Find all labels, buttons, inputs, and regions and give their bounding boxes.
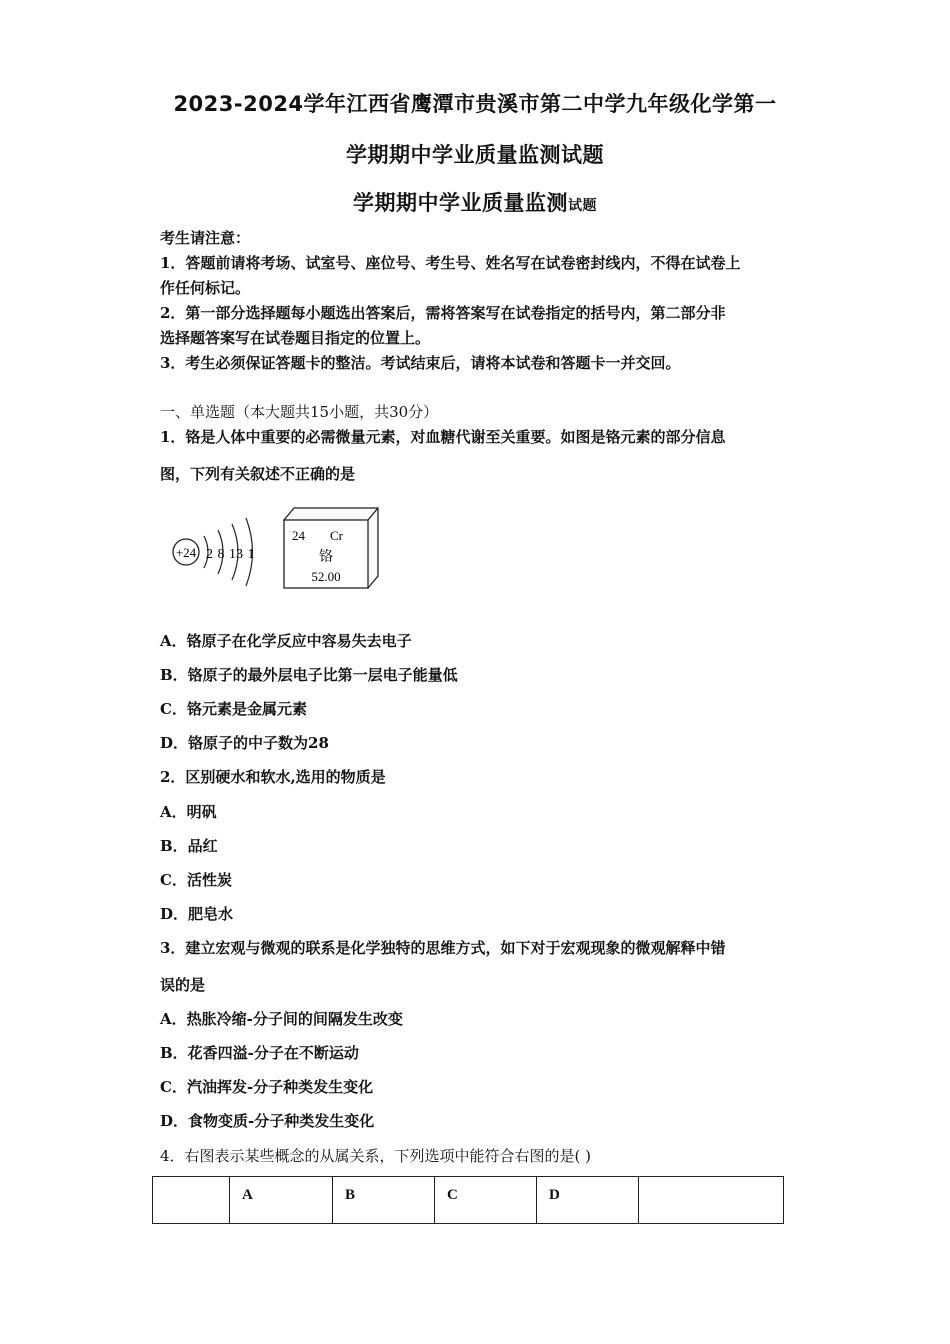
atom-structure-diagram bbox=[173, 518, 255, 586]
q1-stem-line2: 图，下列有关叙述不正确的是 bbox=[160, 465, 356, 483]
q2-option-d[interactable]: D．肥皂水 bbox=[160, 905, 234, 923]
notice-item1-line1: 1．答题前请将考场、试室号、座位号、考生号、姓名写在试卷密封线内，不得在试卷上 bbox=[160, 254, 741, 272]
chromium-figure bbox=[160, 506, 400, 598]
element-name: 铬 bbox=[319, 549, 333, 565]
q1-option-c[interactable]: C．铬元素是金属元素 bbox=[160, 700, 307, 718]
q1-option-a[interactable]: A．铬原子在化学反应中容易失去电子 bbox=[160, 632, 412, 650]
q1-option-d[interactable]: D．铬原子的中子数为28 bbox=[160, 734, 329, 752]
table-row bbox=[153, 1177, 784, 1224]
table-header-d: D bbox=[537, 1177, 639, 1224]
shell-electron-counts: 2 8 13 1 bbox=[206, 547, 255, 562]
q3-stem-line1: 3．建立宏观与微观的联系是化学独特的思维方式，如下对于宏观现象的微观解释中错 bbox=[160, 939, 726, 957]
table-header-b: B bbox=[333, 1177, 435, 1224]
q1-stem-line1: 1．铬是人体中重要的必需微量元素，对血糖代谢至关重要。如图是铬元素的部分信息 bbox=[160, 428, 726, 446]
element-symbol: Cr bbox=[330, 528, 343, 543]
page-title-line3-small: 试题 bbox=[568, 198, 597, 214]
page-title-line2: 学期期中学业质量监测试题 bbox=[346, 143, 604, 167]
notice-item2-line2: 选择题答案写在试卷题目指定的位置上。 bbox=[160, 329, 431, 347]
q2-stem: 2．区别硬水和软水,选用的物质是 bbox=[160, 768, 386, 786]
notice-heading: 考生请注意： bbox=[160, 229, 251, 247]
q3-stem-line2: 误的是 bbox=[160, 976, 206, 994]
atomic-number: 24 bbox=[292, 528, 305, 543]
q3-option-b[interactable]: B．花香四溢-分子在不断运动 bbox=[160, 1044, 359, 1062]
q3-option-c[interactable]: C．汽油挥发-分子种类发生变化 bbox=[160, 1078, 374, 1096]
notice-item1-line2: 作任何标记。 bbox=[160, 279, 251, 297]
table-header-a: A bbox=[230, 1177, 333, 1224]
nucleus-charge: +24 bbox=[175, 545, 197, 560]
page-title-line3-main: 学期期中学业质量监测 bbox=[353, 191, 568, 215]
q4-stem: 4．右图表示某些概念的从属关系，下列选项中能符合右图的是( ) bbox=[160, 1147, 592, 1165]
notice-item2-line1: 2．第一部分选择题每小题选出答案后，需将答案写在试卷指定的括号内，第二部分非 bbox=[160, 304, 726, 322]
q3-option-d[interactable]: D．食物变质-分子种类发生变化 bbox=[160, 1112, 375, 1130]
q2-option-b[interactable]: B．品红 bbox=[160, 837, 218, 855]
q2-option-c[interactable]: C．活性炭 bbox=[160, 871, 232, 889]
q1-option-b[interactable]: B．铬原子的最外层电子比第一层电子能量低 bbox=[160, 666, 458, 684]
q3-option-a[interactable]: A．热胀冷缩-分子间的间隔发生改变 bbox=[160, 1010, 403, 1028]
page-title-line1: 2023-2024学年江西省鹰潭市贵溪市第二中学九年级化学第一 bbox=[173, 92, 777, 116]
notice-item3: 3．考生必须保证答题卡的整洁。考试结束后，请将本试卷和答题卡一并交回。 bbox=[160, 354, 681, 372]
table-header-blank bbox=[153, 1177, 230, 1224]
section1-heading: 一、单选题（本大题共15小题，共30分） bbox=[160, 403, 439, 421]
table-header-c: C bbox=[435, 1177, 537, 1224]
page-title-line3 bbox=[0, 187, 950, 217]
q2-option-a[interactable]: A．明矾 bbox=[160, 803, 217, 821]
q4-options-table bbox=[152, 1176, 784, 1224]
table-header-extra bbox=[639, 1177, 784, 1224]
atomic-mass: 52.00 bbox=[311, 569, 341, 584]
periodic-table-cell bbox=[284, 508, 378, 588]
